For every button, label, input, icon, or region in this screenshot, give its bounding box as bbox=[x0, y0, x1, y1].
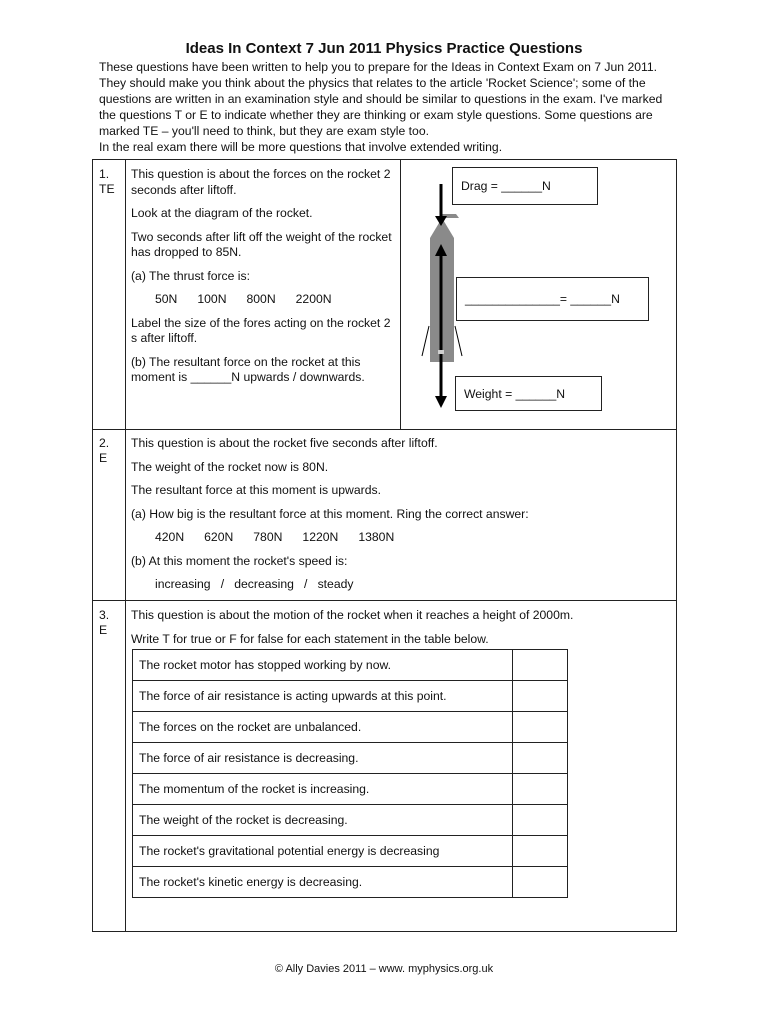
answer-cell[interactable] bbox=[513, 650, 568, 681]
q2-line1: This question is about the rocket five seconds after liftoff. bbox=[131, 436, 438, 450]
row-divider-2 bbox=[93, 600, 676, 601]
q1-line3: Two seconds after lift off the weight of the rocket has dropped to 85N. bbox=[131, 229, 392, 259]
q1-option[interactable]: 50N bbox=[155, 292, 178, 306]
q1-line1: This question is about the forces on the rocket 2 seconds after liftoff. bbox=[131, 167, 391, 197]
table-row bbox=[133, 836, 568, 867]
q2-number: 2. bbox=[99, 436, 110, 450]
answer-cell[interactable] bbox=[513, 867, 568, 898]
drag-label[interactable]: Drag = ______N bbox=[461, 179, 551, 193]
weight-label[interactable]: Weight = ______N bbox=[464, 386, 566, 401]
q3-number-cell bbox=[99, 608, 123, 638]
footer-copyright: © Ally Davies 2011 – www. myphysics.org.uk bbox=[274, 963, 494, 975]
q2-options bbox=[131, 530, 661, 546]
questions-table bbox=[92, 159, 677, 932]
q2-speed-options[interactable]: increasing / decreasing / steady bbox=[155, 577, 354, 591]
number-column-divider bbox=[125, 160, 126, 931]
table-row bbox=[133, 743, 568, 774]
table-row bbox=[133, 712, 568, 743]
q2-option[interactable]: 420N bbox=[155, 530, 185, 544]
page-title: Ideas In Context 7 Jun 2011 Physics Practice Questions bbox=[185, 40, 583, 57]
q1-option[interactable]: 100N bbox=[197, 292, 227, 306]
rocket-diagram bbox=[400, 160, 677, 429]
weight-arrowhead bbox=[435, 396, 447, 408]
q3-line2: Write T for true or F for false for each statement in the table below. bbox=[131, 631, 489, 646]
statement-cell: The momentum of the rocket is increasing. bbox=[133, 774, 513, 805]
statement-cell: The rocket motor has stopped working by now. bbox=[133, 650, 513, 681]
middle-label-box bbox=[456, 277, 649, 321]
answer-cell[interactable] bbox=[513, 805, 568, 836]
table-row bbox=[133, 867, 568, 898]
table-row bbox=[133, 774, 568, 805]
q2-option[interactable]: 1220N bbox=[302, 530, 339, 544]
q3-number: 3. bbox=[99, 608, 110, 622]
q3-line1: This question is about the motion of the rocket when it reaches a height of 2000m. bbox=[131, 608, 574, 622]
intro-extra: In the real exam there will be more questions that involve extended writing. bbox=[99, 139, 503, 154]
q1-options bbox=[131, 292, 393, 308]
statement-cell: The force of air resistance is decreasing. bbox=[133, 743, 513, 774]
q1-part-b: (b) The resultant force on the rocket at this moment is ______N upwards / downwards. bbox=[131, 354, 365, 384]
q1-line2: Look at the diagram of the rocket. bbox=[131, 206, 313, 220]
q3-body bbox=[131, 608, 661, 647]
intro-paragraph: These questions have been written to help you to prepare for the Ideas in Context Exam on 7 Jun 2011. They should make you think about the physics that relates to the article 'Rocket Science'; some of the questions are written in an examination style and should be similar to questions in the exam. I've marked the questions T or E to indicate whether they are thinking or exam style questions. Some questions are marked TE – you'll need to think, but they are exam style too. bbox=[99, 60, 663, 138]
q2-option[interactable]: 620N bbox=[204, 530, 234, 544]
table-row bbox=[133, 650, 568, 681]
statement-cell: The rocket's gravitational potential energy is decreasing bbox=[133, 836, 513, 867]
rocket-exhaust bbox=[438, 350, 444, 354]
answer-cell[interactable] bbox=[513, 681, 568, 712]
weight-label-box bbox=[455, 376, 602, 411]
drag-label-box bbox=[452, 167, 598, 205]
answer-cell[interactable] bbox=[513, 836, 568, 867]
table-row bbox=[133, 681, 568, 712]
q2-tag: E bbox=[99, 451, 108, 465]
q2-option[interactable]: 1380N bbox=[358, 530, 395, 544]
answer-cell[interactable] bbox=[513, 712, 568, 743]
q1-body bbox=[131, 167, 393, 386]
q2-option[interactable]: 780N bbox=[253, 530, 283, 544]
q1-number: 1. bbox=[99, 167, 110, 181]
statement-cell: The rocket's kinetic energy is decreasing. bbox=[133, 867, 513, 898]
statement-cell: The forces on the rocket are unbalanced. bbox=[133, 712, 513, 743]
q1-number-cell bbox=[99, 167, 123, 197]
q1-label-instruction: Label the size of the fores acting on the rocket 2 s after liftoff. bbox=[131, 315, 391, 345]
q2-part-b: (b) At this moment the rocket's speed is: bbox=[131, 553, 348, 568]
q2-number-cell bbox=[99, 436, 123, 466]
answer-cell[interactable] bbox=[513, 774, 568, 805]
answer-cell[interactable] bbox=[513, 743, 568, 774]
q1-option[interactable]: 2200N bbox=[295, 292, 332, 306]
q2-line3: The resultant force at this moment is upwards. bbox=[131, 483, 381, 497]
fin-left bbox=[422, 326, 429, 356]
q1-tag: TE bbox=[99, 182, 115, 196]
q2-body bbox=[131, 436, 661, 593]
statement-cell: The force of air resistance is acting upwards at this point. bbox=[133, 681, 513, 712]
q3-tag: E bbox=[99, 623, 108, 637]
q1-part-a: (a) The thrust force is: bbox=[131, 268, 250, 283]
fin-right bbox=[455, 326, 462, 356]
true-false-table bbox=[132, 649, 568, 898]
statement-cell: The weight of the rocket is decreasing. bbox=[133, 805, 513, 836]
q1-option[interactable]: 800N bbox=[246, 292, 276, 306]
intro-text bbox=[99, 60, 674, 155]
table-row bbox=[133, 805, 568, 836]
q2-part-a: (a) How big is the resultant force at this moment. Ring the correct answer: bbox=[131, 506, 529, 521]
q2-line2: The weight of the rocket now is 80N. bbox=[131, 459, 329, 474]
middle-force-label[interactable]: ______________= ______N bbox=[465, 292, 620, 306]
row-divider-1 bbox=[93, 429, 676, 430]
